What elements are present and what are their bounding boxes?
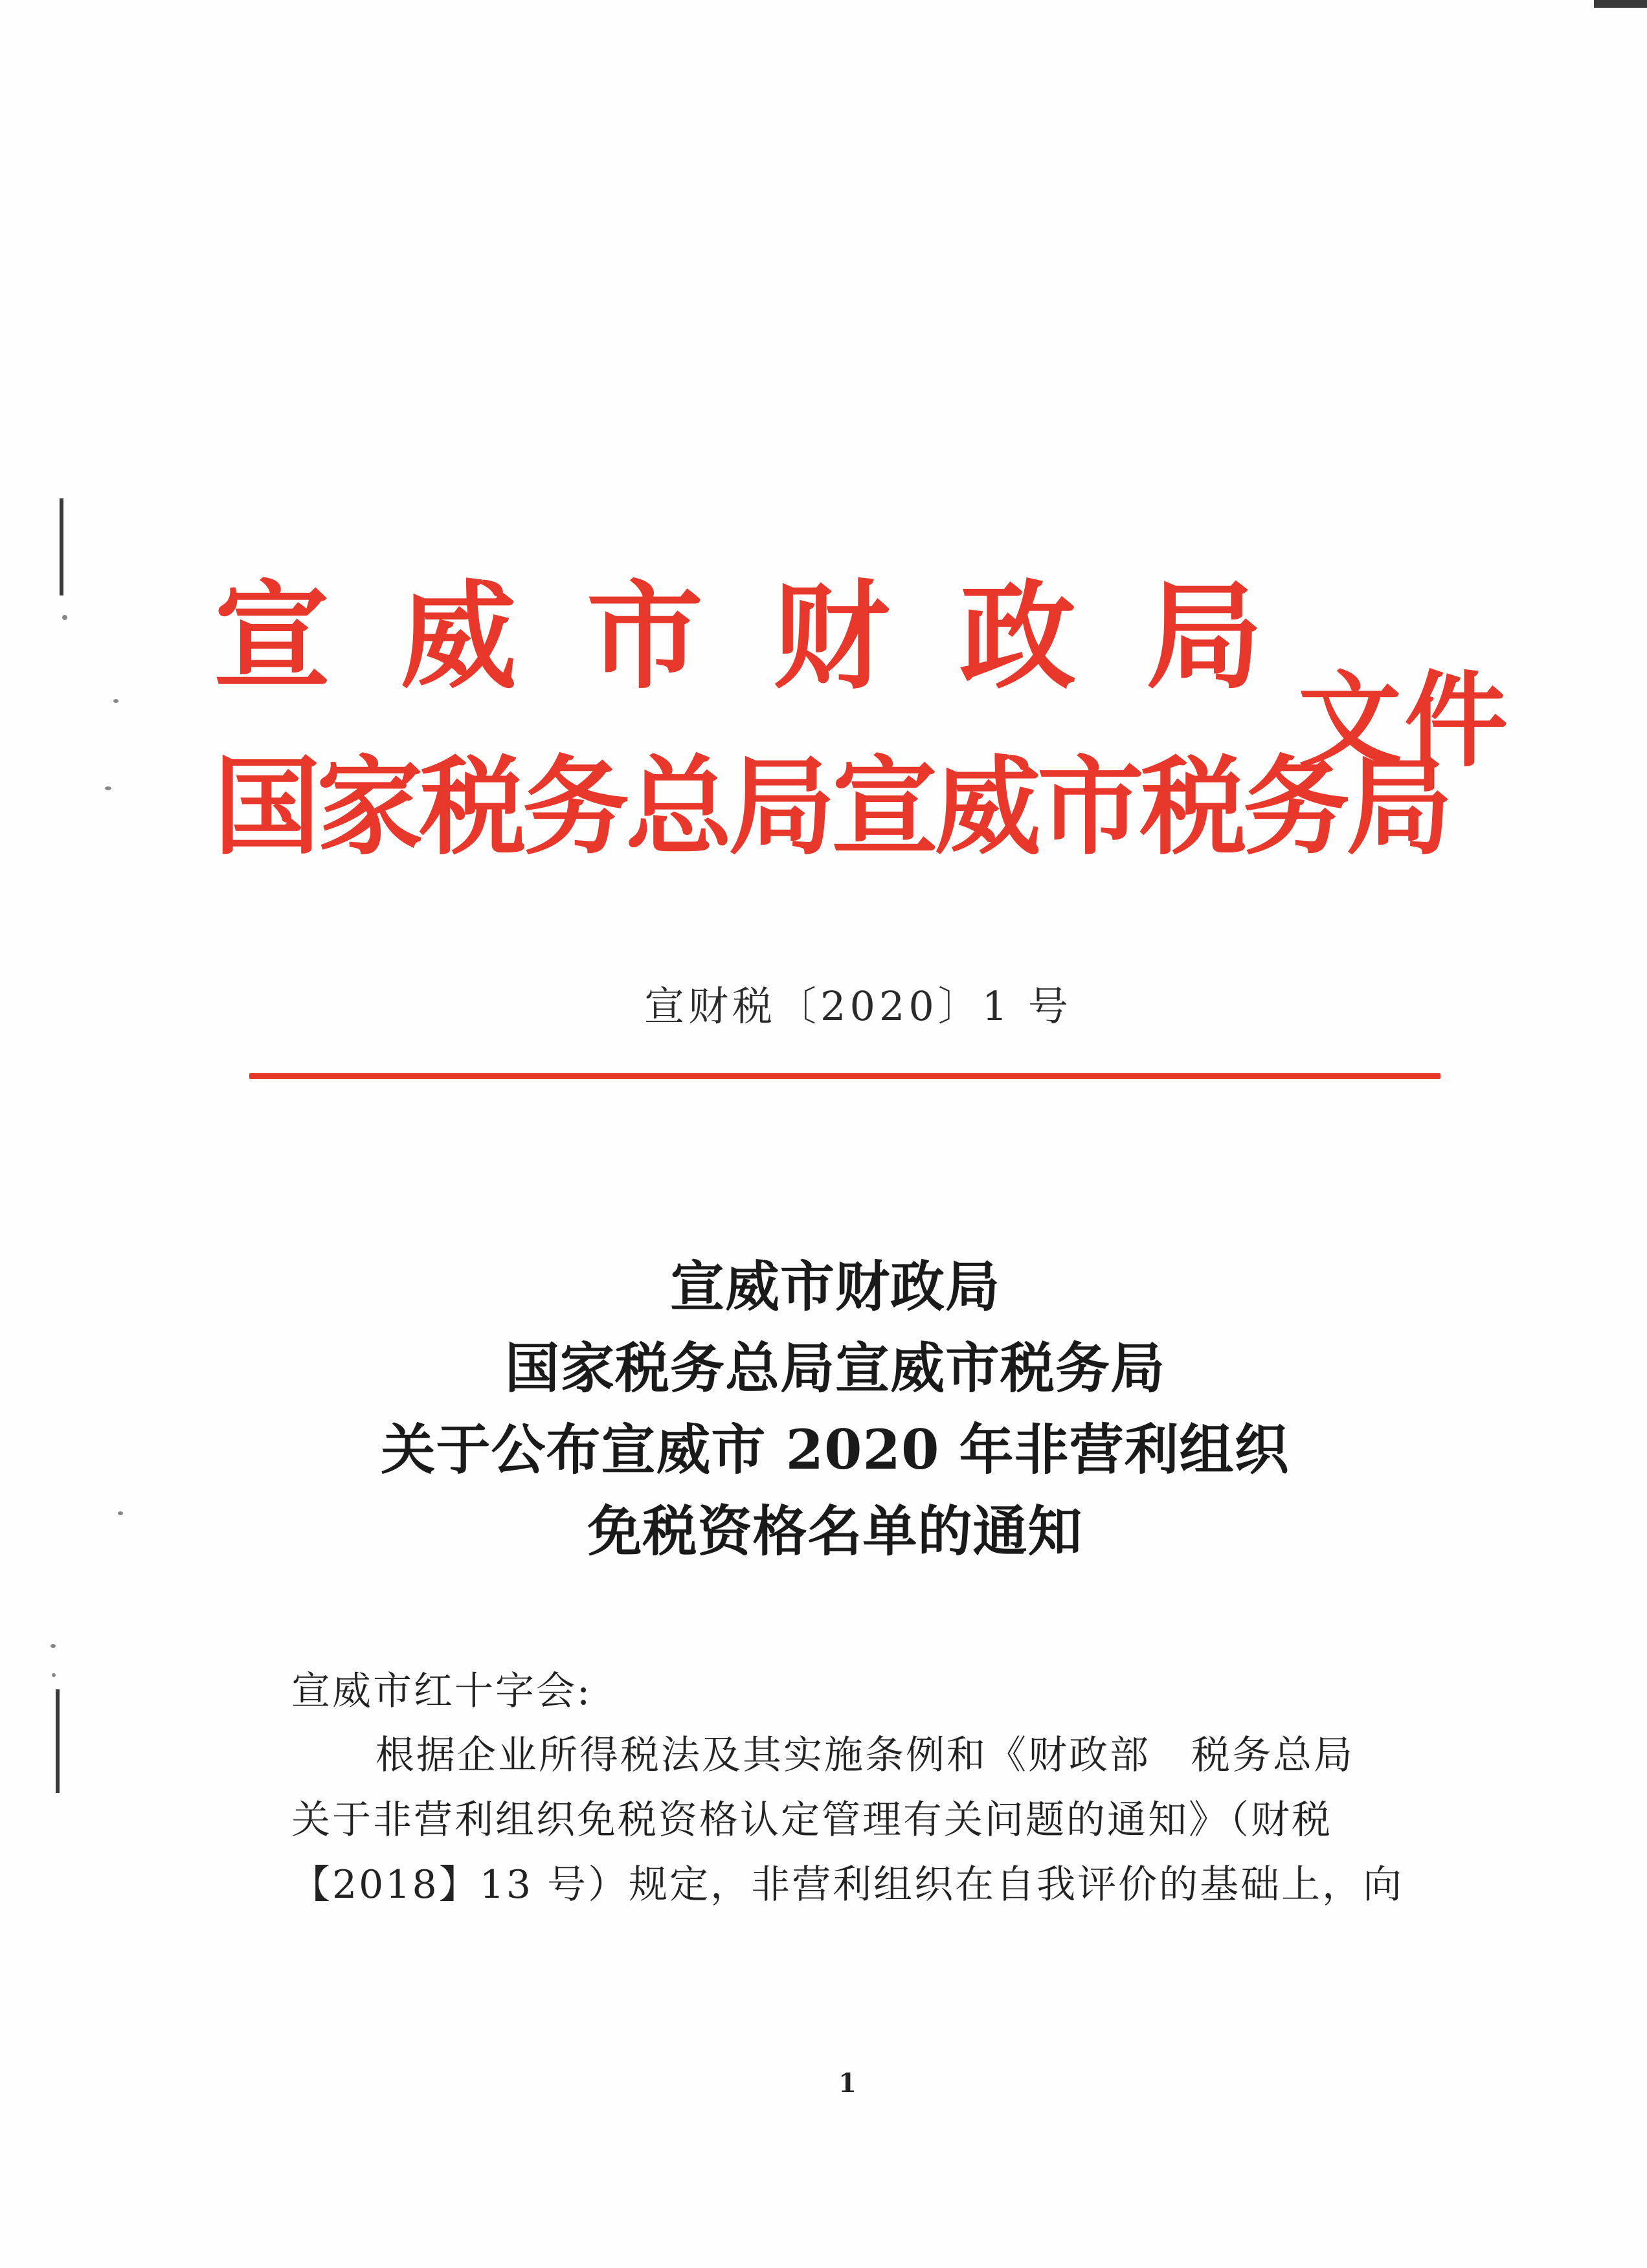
title-line-3: 关于公布宣威市 2020 年非营利组织: [381, 1418, 1290, 1482]
header-agency-line1: 宣威市财政局: [214, 568, 1333, 705]
scan-speck: [62, 615, 67, 620]
body-line-2: 关于非营利组织免税资格认定管理有关问题的通知》（财税: [291, 1797, 1332, 1843]
document-number: 宣财税〔2020〕1 号: [644, 983, 1072, 1030]
scan-speck: [105, 786, 111, 790]
body-text: [291, 1723, 1405, 1917]
title-line-2: 国家税务总局宣威市税务局: [504, 1336, 1165, 1400]
scan-speck: [52, 1673, 56, 1677]
scan-speck: [50, 1644, 56, 1648]
binding-mark-lower: [56, 1689, 60, 1793]
header-suffix: 文件: [1298, 660, 1511, 781]
addressee: 宣威市红十字会:: [291, 1669, 592, 1714]
body-line-1: 根据企业所得税法及其实施条例和《财政部 税务总局: [375, 1733, 1354, 1778]
page-number: 1: [838, 2068, 857, 2098]
body-line-3: 【2018】13 号）规定，非营利组织在自我评价的基础上，向: [291, 1862, 1404, 1907]
binding-mark-upper: [60, 498, 63, 595]
scan-speck: [118, 1511, 123, 1515]
scan-speck: [113, 699, 118, 703]
scan-edge-top-right: [1594, 0, 1647, 8]
title-line-4: 免税资格名单的通知: [587, 1499, 1083, 1563]
red-divider-line: [249, 1073, 1440, 1079]
title-line-1: 宣威市财政局: [669, 1254, 1000, 1318]
header-agency-line2: 国家税务总局宣威市税务局: [214, 744, 1449, 869]
document-title: [194, 1246, 1476, 1572]
